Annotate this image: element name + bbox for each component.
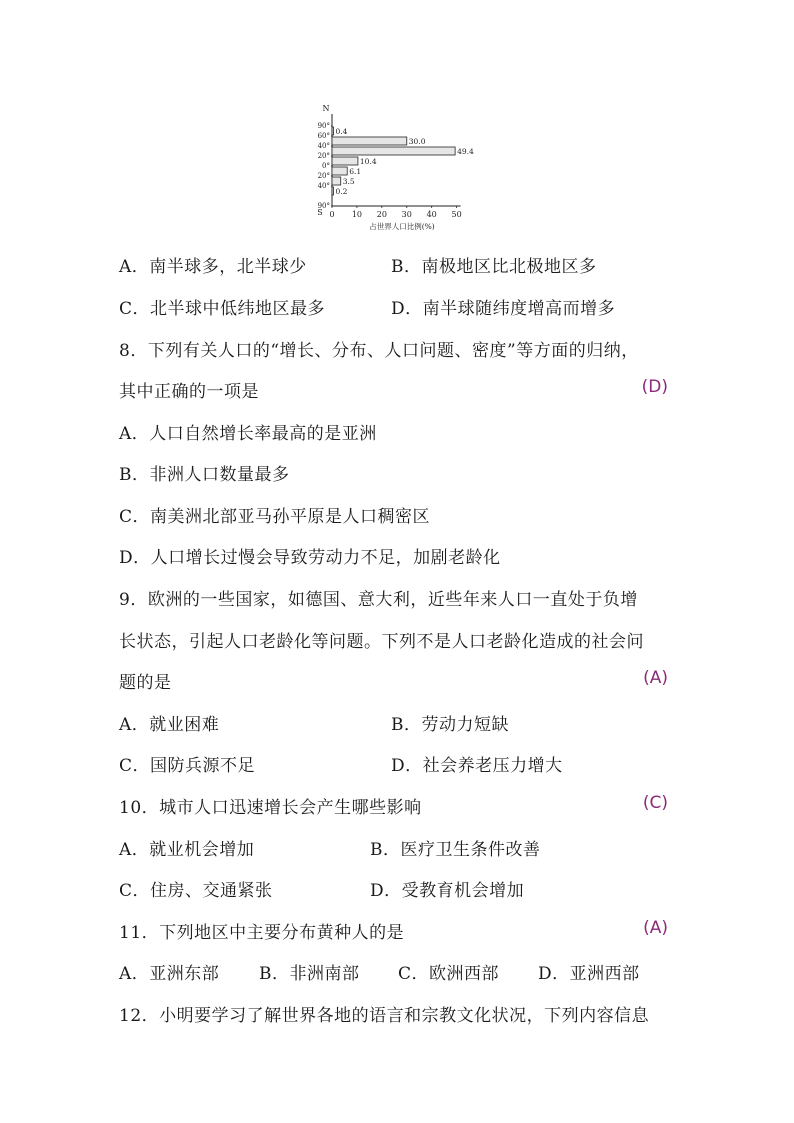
q10-stem: 10．城市人口迅速增长会产生哪些影响 bbox=[119, 798, 422, 818]
bar-value-label: 0.2 bbox=[335, 187, 348, 196]
latitude-tick-label: 40° bbox=[317, 142, 330, 150]
q10-answer-letter: C bbox=[649, 793, 662, 813]
bar bbox=[332, 177, 341, 185]
q8-option-c: C．南美洲北部亚马孙平原是人口稠密区 bbox=[119, 507, 431, 527]
q11-option-b: B．非洲南部 bbox=[259, 964, 360, 984]
q7-option-d: D．南半球随纬度增高而增多 bbox=[391, 299, 616, 319]
x-tick-label: 10 bbox=[351, 210, 363, 219]
q11-answer-letter: A bbox=[649, 918, 662, 938]
q10-option-c: C．住房、交通紧张 bbox=[119, 881, 273, 901]
bar-value-label: 49.4 bbox=[457, 147, 474, 156]
bar-value-label: 3.5 bbox=[342, 177, 355, 186]
latitude-tick-label: 0° bbox=[322, 162, 330, 170]
q11-option-d: D．亚洲西部 bbox=[538, 964, 640, 984]
bar-value-label: 10.4 bbox=[359, 157, 377, 166]
q9-option-c: C．国防兵源不足 bbox=[119, 756, 256, 776]
q11-option-c: C．欧洲西部 bbox=[398, 964, 500, 984]
q8-option-a: A．人口自然增长率最高的是亚洲 bbox=[119, 424, 377, 444]
latitude-tick-label: 90° bbox=[317, 122, 330, 130]
population-latitude-chart bbox=[308, 100, 488, 235]
bar-value-label: 0.4 bbox=[335, 127, 348, 136]
q9-option-d: D．社会养老压力增大 bbox=[391, 756, 563, 776]
latitude-tick-label: 20° bbox=[317, 152, 330, 160]
q8-option-b: B．非洲人口数量最多 bbox=[119, 465, 290, 485]
bar bbox=[332, 187, 334, 195]
bar bbox=[332, 147, 455, 155]
x-tick-label: 0 bbox=[329, 210, 335, 219]
q9-answer: (A) bbox=[643, 668, 668, 688]
q9-stem-line1: 9．欧洲的一些国家，如德国、意大利，近些年来人口一直处于负增 bbox=[119, 590, 638, 610]
q7-option-a: A．南半球多，北半球少 bbox=[119, 257, 307, 277]
x-tick-label: 40 bbox=[426, 210, 437, 219]
q11-stem: 11．下列地区中主要分布黄种人的是 bbox=[119, 923, 405, 943]
bar bbox=[332, 157, 358, 165]
q8-answer: (D) bbox=[641, 377, 668, 397]
q11-answer: (A) bbox=[643, 918, 668, 938]
q10-answer: (C) bbox=[642, 793, 668, 813]
x-axis-title: 占世界人口比例(%) bbox=[369, 222, 435, 231]
q9-stem-line2: 长状态，引起人口老龄化等问题。下列不是人口老龄化造成的社会问 bbox=[119, 632, 644, 652]
bar bbox=[332, 127, 334, 135]
q8-option-d: D．人口增长过慢会导致劳动力不足，加剧老龄化 bbox=[119, 548, 501, 568]
bar bbox=[332, 137, 407, 145]
q9-option-a: A．就业困难 bbox=[119, 715, 220, 735]
latitude-tick-label: 90° bbox=[317, 202, 330, 210]
q7-option-b: B．南极地区比北极地区多 bbox=[391, 257, 597, 277]
q8-stem-line2: 其中正确的一项是 bbox=[119, 382, 259, 402]
latitude-tick-label: 20° bbox=[317, 172, 330, 180]
bar-value-label: 6.1 bbox=[349, 167, 362, 176]
bar bbox=[332, 167, 347, 175]
x-tick-label: 20 bbox=[376, 210, 387, 219]
q10-option-b: B．医疗卫生条件改善 bbox=[370, 840, 541, 860]
q10-option-a: A．就业机会增加 bbox=[119, 840, 255, 860]
latitude-tick-label: 40° bbox=[317, 182, 330, 190]
q9-option-b: B．劳动力短缺 bbox=[391, 715, 509, 735]
q12-stem: 12．小明要学习了解世界各地的语言和宗教文化状况，下列内容信息 bbox=[119, 1006, 650, 1026]
q9-answer-letter: A bbox=[649, 668, 662, 688]
north-label: N bbox=[322, 104, 330, 113]
q9-stem-line3: 题的是 bbox=[119, 673, 172, 693]
south-label: S bbox=[317, 208, 323, 217]
q11-option-a: A．亚洲东部 bbox=[119, 964, 220, 984]
q8-stem-line1: 8．下列有关人口的“增长、分布、人口问题、密度”等方面的归纳， bbox=[119, 341, 639, 361]
q10-option-d: D．受教育机会增加 bbox=[370, 881, 525, 901]
x-tick-label: 30 bbox=[401, 210, 412, 219]
q8-answer-letter: D bbox=[648, 377, 662, 397]
bar-value-label: 30.0 bbox=[408, 137, 426, 146]
q7-option-c: C．北半球中低纬地区最多 bbox=[119, 299, 326, 319]
x-tick-label: 50 bbox=[451, 210, 462, 219]
latitude-tick-label: 60° bbox=[317, 132, 330, 140]
